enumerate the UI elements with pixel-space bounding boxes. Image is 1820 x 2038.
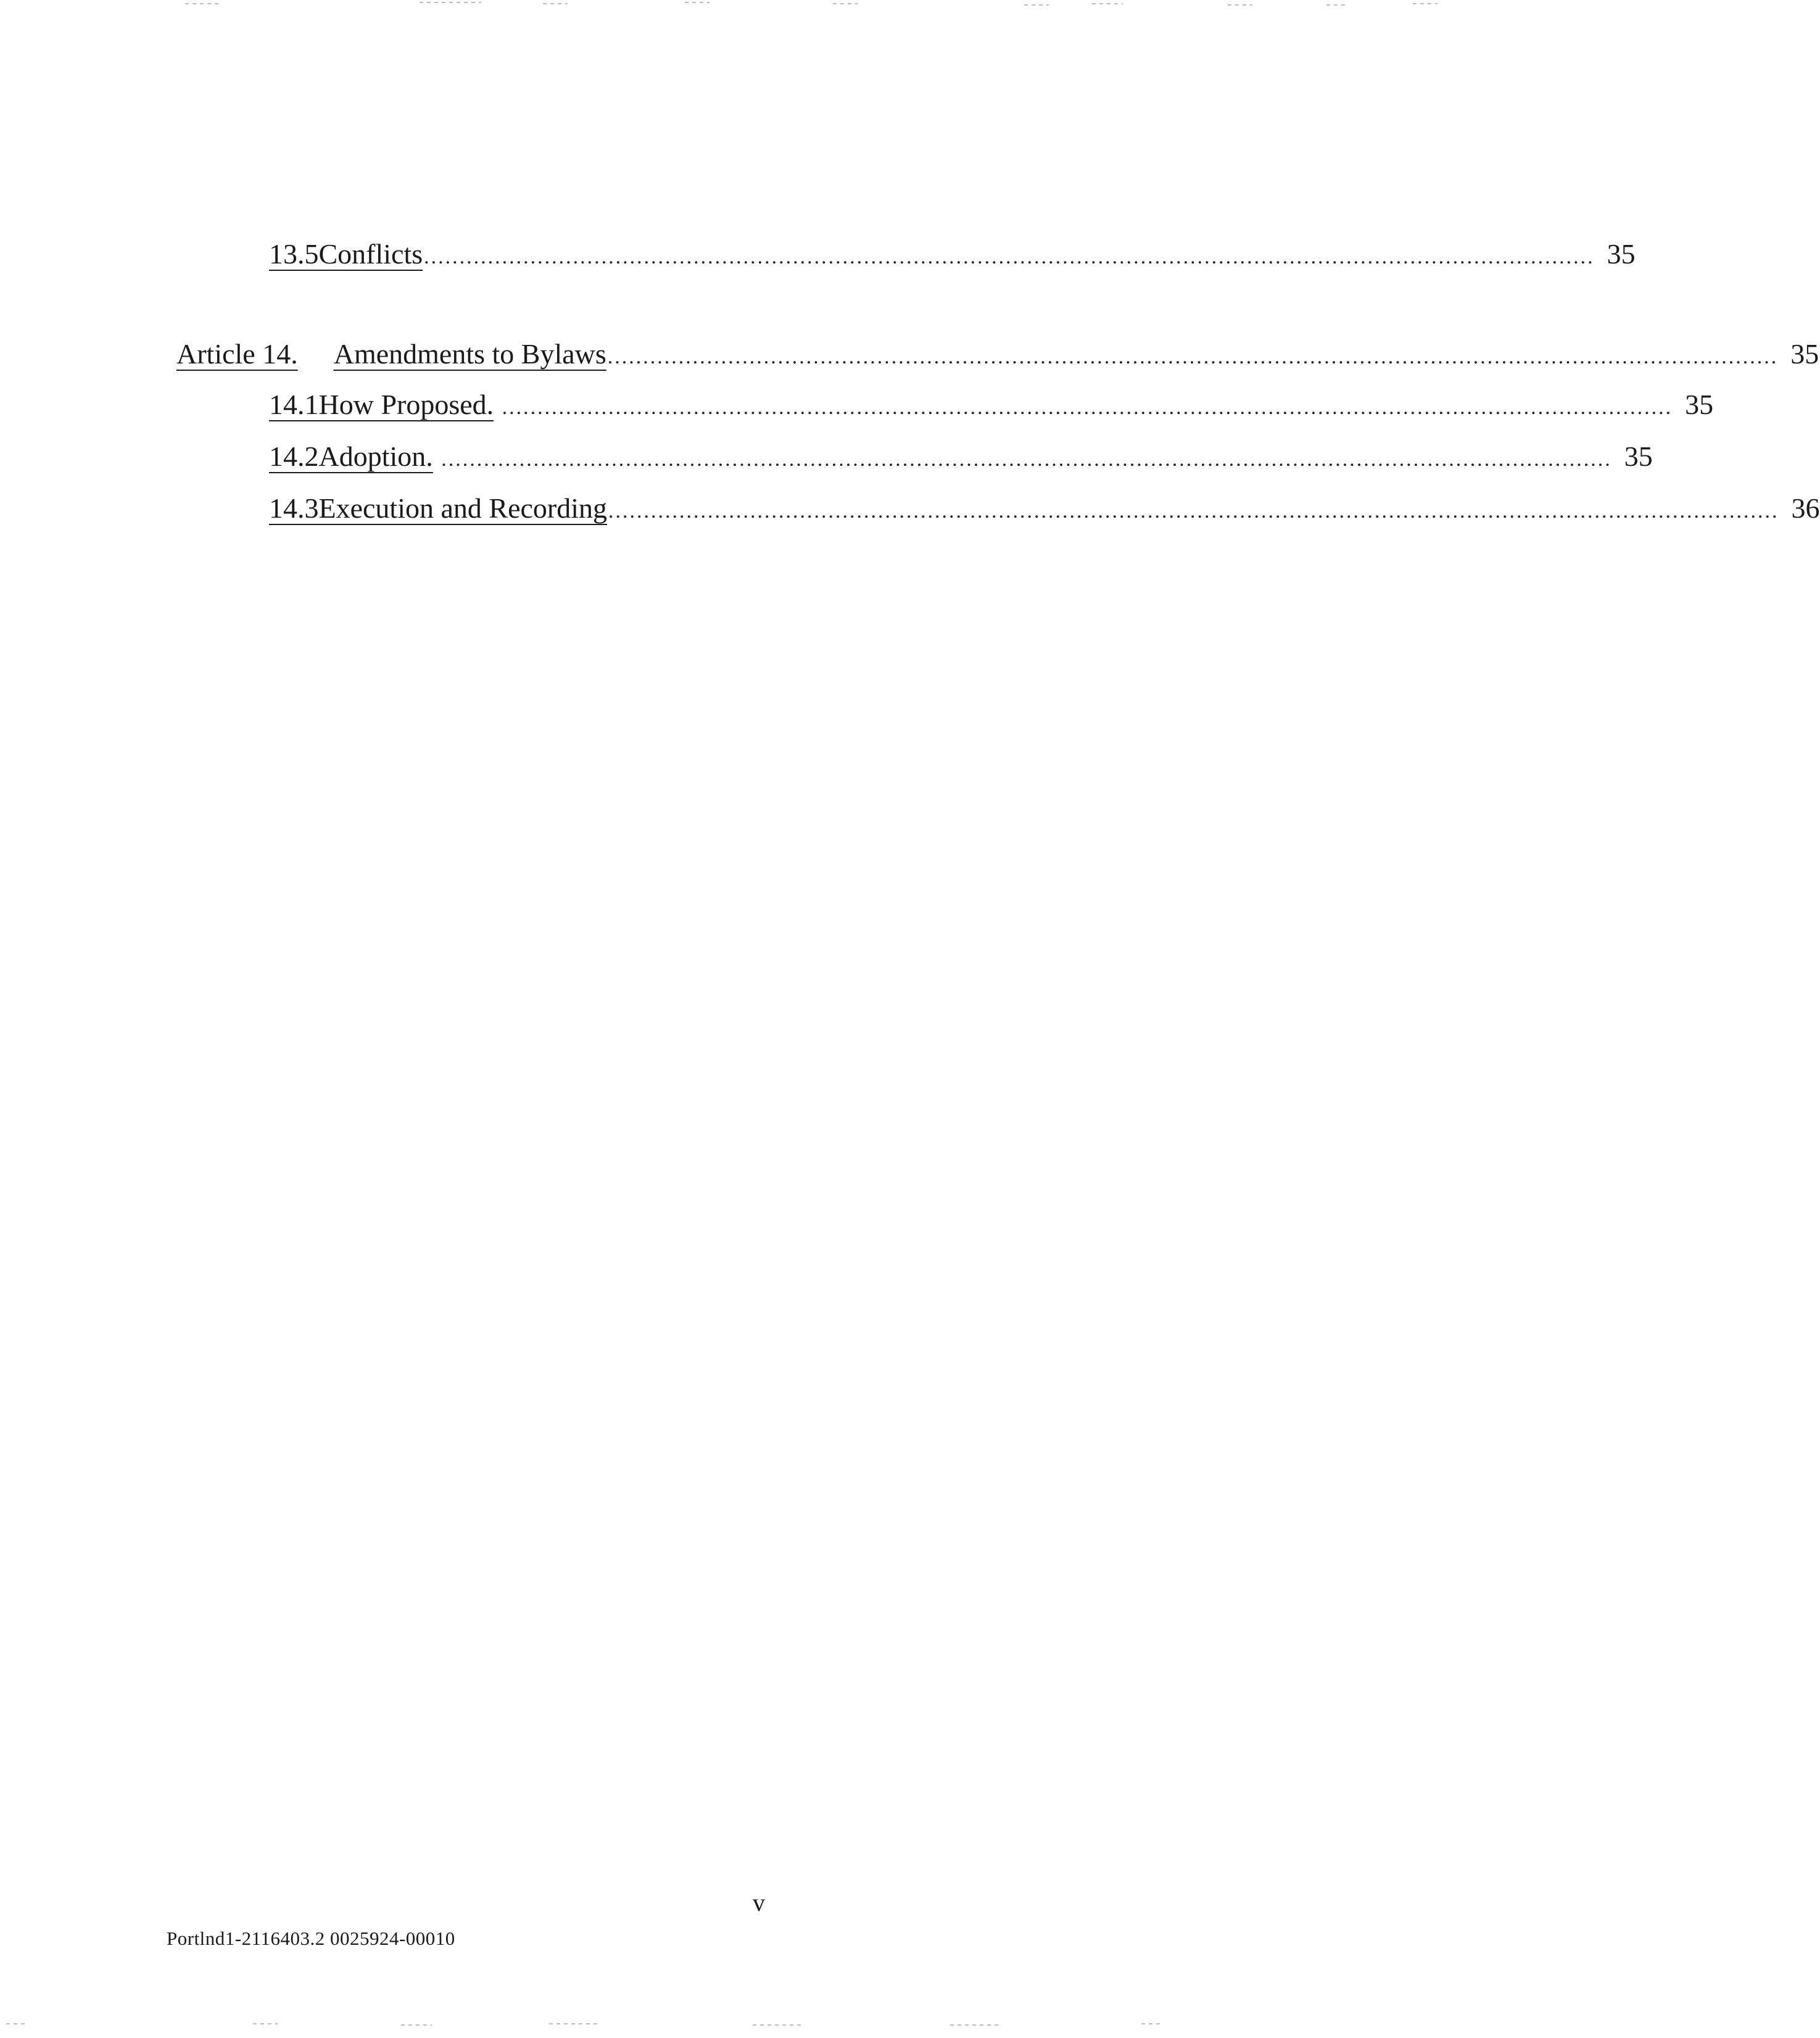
dot-leader: ..................................................................................................................................................................... bbox=[607, 346, 1779, 368]
article-title[interactable]: Amendments to Bylaws bbox=[333, 338, 606, 370]
toc-entry-14-1[interactable] bbox=[269, 386, 1714, 426]
page-number: v bbox=[753, 1889, 765, 1916]
toc-entry-13-5[interactable] bbox=[269, 236, 1636, 276]
dot-leader: ..................................................................................................................................................................... bbox=[424, 246, 1595, 268]
section-number: 14.2 bbox=[269, 441, 319, 472]
dot-leader: ..................................................................................................................................................................... bbox=[608, 500, 1779, 523]
dot-leader: ..................................................................................................................................................................... bbox=[495, 396, 1673, 419]
section-title[interactable]: Execution and Recording bbox=[318, 492, 608, 524]
section-title[interactable]: Adoption. bbox=[318, 441, 433, 472]
document-id: Portlnd1-2116403.2 0025924-00010 bbox=[167, 1928, 455, 1949]
toc-entry-14-3[interactable] bbox=[269, 490, 1820, 530]
toc-entry-article-14[interactable] bbox=[176, 336, 1819, 376]
page-reference: 35 bbox=[1607, 238, 1636, 270]
section-number: 13.5 bbox=[269, 238, 319, 270]
section-number: 14.3 bbox=[269, 492, 319, 524]
page-reference: 35 bbox=[1685, 389, 1714, 420]
page-reference: 35 bbox=[1790, 338, 1819, 370]
section-number: 14.1 bbox=[269, 389, 319, 420]
dot-leader: ..................................................................................................................................................................... bbox=[434, 448, 1612, 471]
section-title[interactable]: Conflicts bbox=[318, 238, 423, 270]
toc-entry-14-2[interactable] bbox=[269, 438, 1653, 478]
page-reference: 35 bbox=[1624, 441, 1653, 472]
section-title[interactable]: How Proposed. bbox=[318, 389, 494, 420]
article-number: Article 14. bbox=[176, 338, 298, 370]
page-reference: 36 bbox=[1791, 492, 1820, 524]
